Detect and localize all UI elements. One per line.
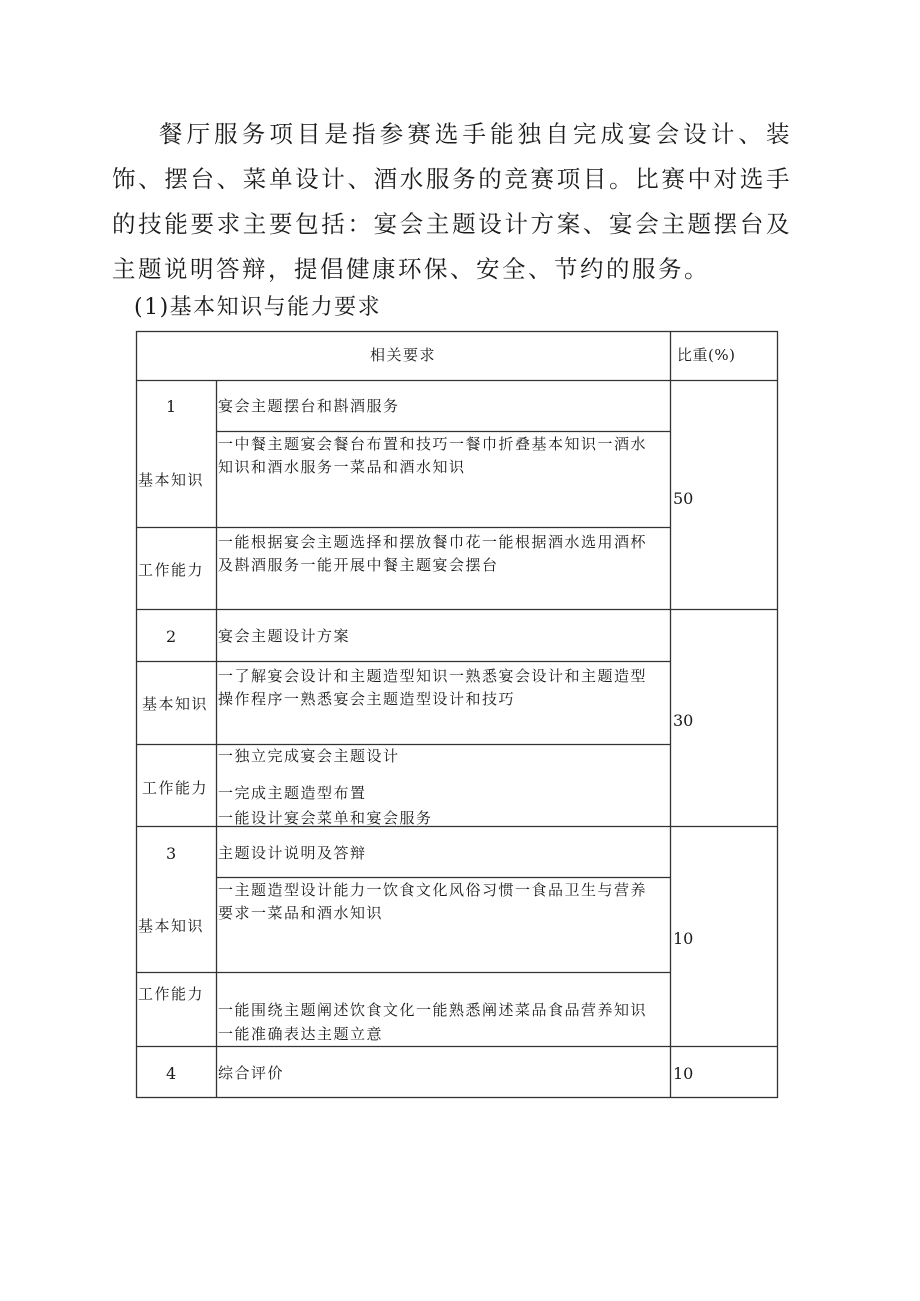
group-2-number: 2 bbox=[166, 627, 177, 646]
header-requirement: 相关要求 bbox=[370, 346, 437, 364]
group-3-title: 主题设计说明及答辩 bbox=[218, 844, 367, 862]
group-2-knowledge-line-1: 一了解宴会设计和主题造型知识一熟悉宴会设计和主题造型 bbox=[218, 667, 648, 685]
group-3-ability-line-2: 一能准确表达主题立意 bbox=[218, 1025, 384, 1043]
group-1-ability-line-1: 一能根据宴会主题选择和摆放餐巾花一能根据酒水选用酒杯 bbox=[218, 533, 648, 551]
group-3-knowledge-label: 基本知识 bbox=[138, 917, 205, 935]
group-2-knowledge-label: 基本知识 bbox=[142, 695, 209, 713]
group-1-knowledge-line-2: 知识和酒水服务一菜品和酒水知识 bbox=[218, 458, 466, 476]
group-3-knowledge-line-1: 一主题造型设计能力一饮食文化风俗习惯一食品卫生与营养 bbox=[218, 881, 648, 899]
group-2-title: 宴会主题设计方案 bbox=[218, 627, 351, 645]
group-2-ability-line-3: 一能设计宴会菜单和宴会服务 bbox=[218, 809, 433, 827]
group-2-ability-label: 工作能力 bbox=[142, 779, 209, 797]
group-1-knowledge-line-1: 一中餐主题宴会餐台布置和技巧一餐巾折叠基本知识一酒水 bbox=[218, 435, 648, 453]
group-3-ability-line-1: 一能围绕主题阐述饮食文化一能熟悉阐述菜品食品营养知识 bbox=[218, 1001, 648, 1019]
group-3-knowledge-line-2: 要求一菜品和酒水知识 bbox=[218, 904, 384, 922]
group-3-number: 3 bbox=[166, 844, 177, 863]
row-4-weight: 10 bbox=[673, 1064, 694, 1083]
group-2-ability-line-1: 一独立完成宴会主题设计 bbox=[218, 747, 400, 765]
group-1-knowledge-label: 基本知识 bbox=[138, 471, 205, 489]
header-weight: 比重(%) bbox=[677, 346, 736, 364]
group-3-weight: 10 bbox=[673, 929, 694, 948]
group-1-weight: 50 bbox=[673, 489, 694, 508]
section-title: (1)基本知识与能力要求 bbox=[134, 295, 382, 320]
row-4-number: 4 bbox=[166, 1064, 177, 1083]
group-1-number: 1 bbox=[166, 397, 177, 416]
group-2-weight: 30 bbox=[673, 711, 694, 730]
row-4-title: 综合评价 bbox=[218, 1064, 285, 1082]
group-1-title: 宴会主题摆台和斟酒服务 bbox=[218, 397, 400, 415]
intro-paragraph: 餐厅服务项目是指参赛选手能独自完成宴会设计、装饰、摆台、菜单设计、酒水服务的竞赛项目。比赛中对选手的技能要求主要包括：宴会主题设计方案、宴会主题摆台及主题说明答辩，提倡健康环保、安全、节约的服务。 bbox=[112, 120, 792, 283]
group-3-ability-label: 工作能力 bbox=[138, 985, 205, 1003]
group-1-ability-label: 工作能力 bbox=[138, 561, 205, 579]
group-2-knowledge-line-2: 操作程序一熟悉宴会主题造型设计和技巧 bbox=[218, 690, 516, 708]
group-1-ability-line-2: 及斟酒服务一能开展中餐主题宴会摆台 bbox=[218, 556, 499, 574]
group-2-ability-line-2: 一完成主题造型布置 bbox=[218, 784, 367, 802]
